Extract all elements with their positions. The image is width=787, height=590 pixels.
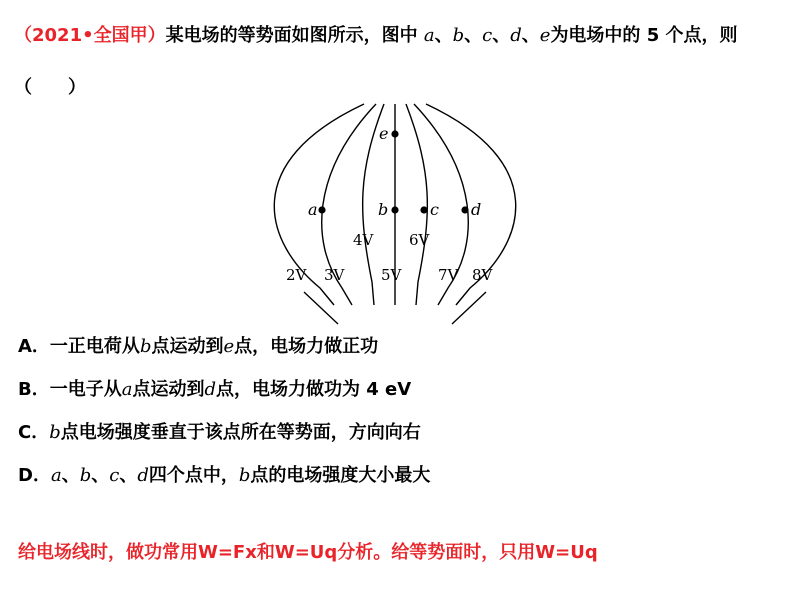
point-c-dot bbox=[420, 206, 427, 213]
option-d-suffix: 点的电场强度大小最大 bbox=[250, 465, 431, 486]
option-c[interactable] bbox=[18, 418, 421, 444]
point-var: b bbox=[49, 422, 61, 443]
point-label-d: d bbox=[471, 200, 482, 219]
point-var: c bbox=[109, 465, 120, 486]
potential-label-4v: 4V bbox=[353, 231, 374, 249]
point-var: d bbox=[137, 465, 149, 486]
potential-label-6v: 6V bbox=[409, 231, 430, 249]
option-d[interactable] bbox=[18, 461, 430, 487]
option-c-suffix: 点电场强度垂直于该点所在等势面，方向向右 bbox=[60, 422, 421, 443]
option-d-prefix: D． bbox=[18, 465, 51, 486]
potential-labels bbox=[286, 231, 494, 284]
option-a-suffix: 点，电场力做正功 bbox=[234, 336, 379, 357]
potential-label-7v: 7V bbox=[438, 266, 459, 284]
point-var: e bbox=[539, 25, 551, 46]
equipotential-figure bbox=[268, 102, 522, 328]
option-d-mid: 四个点中， bbox=[148, 465, 239, 486]
question-source: （2021•全国甲） bbox=[14, 25, 166, 46]
question-text-b: 为电场中的 5 个点，则（ ） bbox=[14, 25, 738, 98]
point-var: b bbox=[238, 465, 251, 486]
point-var: a bbox=[423, 25, 435, 46]
point-label-e: e bbox=[379, 124, 389, 143]
option-c-prefix: C． bbox=[18, 422, 50, 443]
teaching-tip: 给电场线时，做功常用W=Fx和W=Uq分析。给等势面时，只用W=Uq bbox=[18, 542, 598, 563]
point-var: d bbox=[204, 379, 216, 400]
separator: 、 bbox=[434, 25, 453, 46]
point-label-a: a bbox=[308, 200, 318, 219]
potential-label-2v: 2V bbox=[286, 266, 307, 284]
option-b-mid: 点运动到 bbox=[132, 379, 205, 400]
point-var: d bbox=[510, 25, 522, 46]
point-var: e bbox=[223, 336, 235, 357]
point-var: a bbox=[50, 465, 62, 486]
potential-label-8v: 8V bbox=[472, 266, 493, 284]
question-stem bbox=[14, 10, 774, 114]
option-a[interactable] bbox=[18, 332, 378, 358]
point-var: b bbox=[139, 336, 152, 357]
equipotential-line-outer-right bbox=[452, 292, 486, 324]
point-var: a bbox=[121, 379, 133, 400]
point-var: b bbox=[452, 25, 465, 46]
option-b[interactable] bbox=[18, 375, 411, 401]
option-a-prefix: A．一正电荷从 bbox=[18, 336, 140, 357]
point-a-dot bbox=[318, 206, 325, 213]
point-label-c: c bbox=[430, 200, 439, 219]
point-markers bbox=[318, 130, 468, 213]
point-label-b: b bbox=[378, 200, 389, 219]
point-var: b bbox=[79, 465, 92, 486]
separator: 、 bbox=[492, 25, 511, 46]
separator: 、 bbox=[91, 465, 110, 486]
potential-label-3v: 3V bbox=[324, 266, 345, 284]
point-e-dot bbox=[391, 130, 398, 137]
separator: 、 bbox=[464, 25, 483, 46]
option-b-suffix: 点，电场力做功为 4 eV bbox=[216, 379, 412, 400]
point-var: c bbox=[482, 25, 493, 46]
separator: 、 bbox=[61, 465, 80, 486]
point-d-dot bbox=[461, 206, 468, 213]
question-text-a: 某电场的等势面如图所示，图中 bbox=[165, 25, 418, 46]
point-b-dot bbox=[391, 206, 398, 213]
option-a-mid: 点运动到 bbox=[151, 336, 224, 357]
separator: 、 bbox=[521, 25, 540, 46]
equipotential-line-6v bbox=[406, 104, 427, 305]
equipotential-diagram bbox=[268, 102, 522, 328]
equipotential-line-outer-left bbox=[304, 292, 338, 324]
separator: 、 bbox=[119, 465, 138, 486]
option-b-prefix: B．一电子从 bbox=[18, 379, 122, 400]
potential-label-5v: 5V bbox=[381, 266, 402, 284]
